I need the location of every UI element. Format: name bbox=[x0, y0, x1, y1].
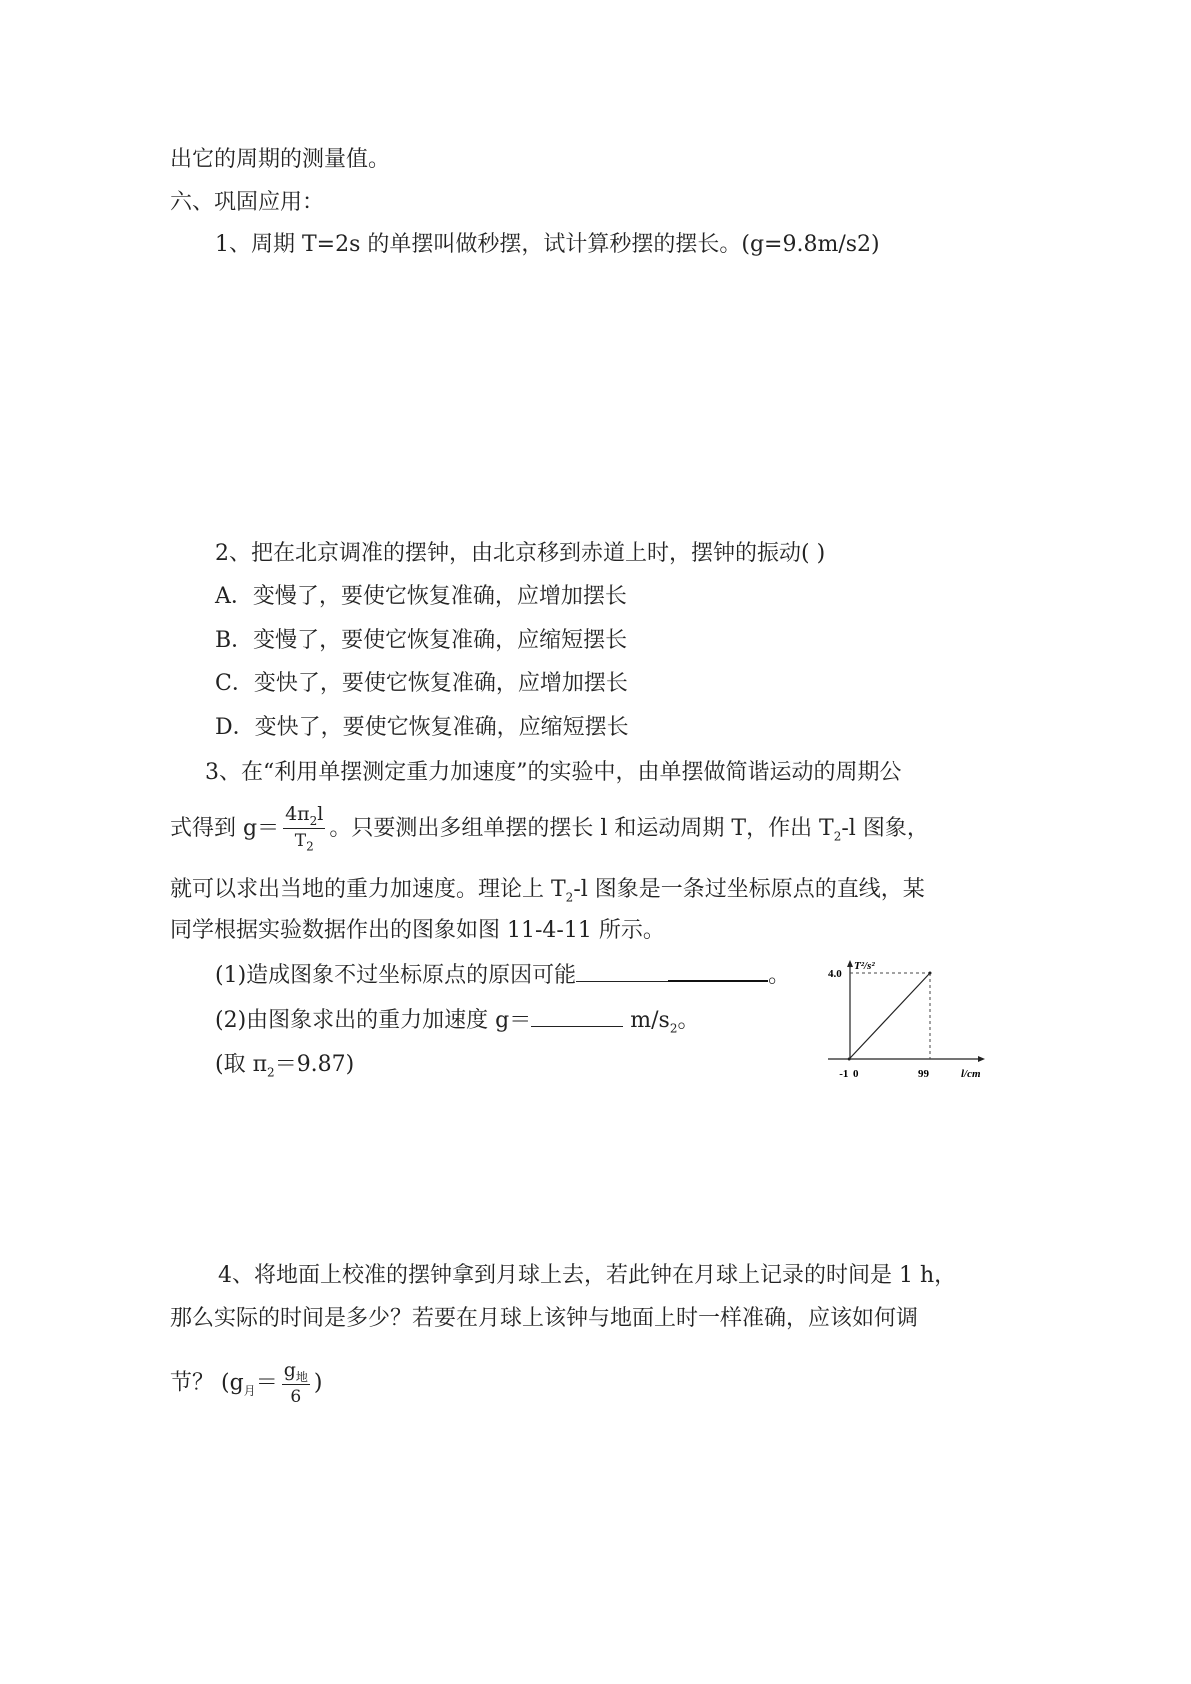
option-b: B．变慢了，要使它恢复准确，应缩短摆长 bbox=[215, 628, 628, 653]
question-2: 2、把在北京调准的摆钟，由北京移到赤道上时，摆钟的振动( ) bbox=[215, 541, 826, 566]
question-3-line-3: 就可以求出当地的重力加速度。理论上 $T_2-l$ 图象是一条过坐标原点的直线，某 bbox=[170, 877, 925, 905]
option-a: A．变慢了，要使它恢复准确，应增加摆长 bbox=[215, 584, 627, 609]
formula-fraction: $\frac{4\pi_2l}{T_2}$ bbox=[285, 803, 324, 854]
text-line-continuation: 出它的周期的测量值。 bbox=[170, 147, 391, 172]
question-3-line-1: 3、在“利用单摆测定重力加速度”的实验中，由单摆做简谐运动的周期公 bbox=[205, 760, 902, 785]
question-4-line-2: 那么实际的时间是多少？若要在月球上该钟与地面上时一样准确，应该如何调 bbox=[170, 1306, 919, 1331]
series-line bbox=[849, 973, 930, 1059]
question-1: 1、周期 T=2s 的单摆叫做秒摆，试计算秒摆的摆长。(g=9.8m/s2) bbox=[215, 232, 880, 257]
question-3-part-1: (1)造成图象不过坐标原点的原因可能 。 bbox=[215, 963, 791, 988]
question-4-line-3: 节？ ($g_月=$ $\frac{g_地}{6}$ ) bbox=[170, 1359, 323, 1407]
y-axis-label: T²/s² bbox=[854, 960, 875, 972]
y-axis-arrow bbox=[847, 960, 853, 967]
option-d: D．变快了，要使它恢复准确，应缩短摆长 bbox=[215, 715, 629, 740]
question-4-line-1: 4、将地面上校准的摆钟拿到月球上去，若此钟在月球上记录的时间是 1 h， bbox=[218, 1263, 957, 1288]
data-point bbox=[848, 1058, 851, 1061]
question-3-line-2: 式得到 g＝ $\frac{4\pi_2l}{T_2}$ 。只要测出多组单摆的摆长 l 和运动周期 T，作出 $T_2-l$ 图象， bbox=[170, 803, 929, 854]
option-c: C．变快了，要使它恢复准确，应增加摆长 bbox=[215, 671, 628, 696]
y-tick-label: 4.0 bbox=[828, 968, 842, 980]
question-3-part-2: (2)由图象求出的重力加速度 $g= m/s_2$。 bbox=[215, 1008, 700, 1036]
section-heading: 六、巩固应用： bbox=[170, 190, 325, 215]
moon-gravity-fraction: $\frac{g_地}{6}$ bbox=[283, 1359, 308, 1407]
question-3-note: (取 $\pi_2=9.87$) bbox=[215, 1052, 355, 1080]
t2-l-graph bbox=[828, 955, 988, 1080]
data-point bbox=[929, 972, 932, 975]
x-tick-label: 0 bbox=[853, 1068, 859, 1080]
x-axis-label: l/cm bbox=[961, 1068, 981, 1080]
x-axis-arrow bbox=[978, 1056, 985, 1062]
x-tick-label: 99 bbox=[918, 1068, 929, 1080]
question-3-line-4: 同学根据实验数据作出的图象如图 11-4-11 所示。 bbox=[170, 918, 665, 943]
x-tick-label: -1 bbox=[839, 1068, 849, 1080]
